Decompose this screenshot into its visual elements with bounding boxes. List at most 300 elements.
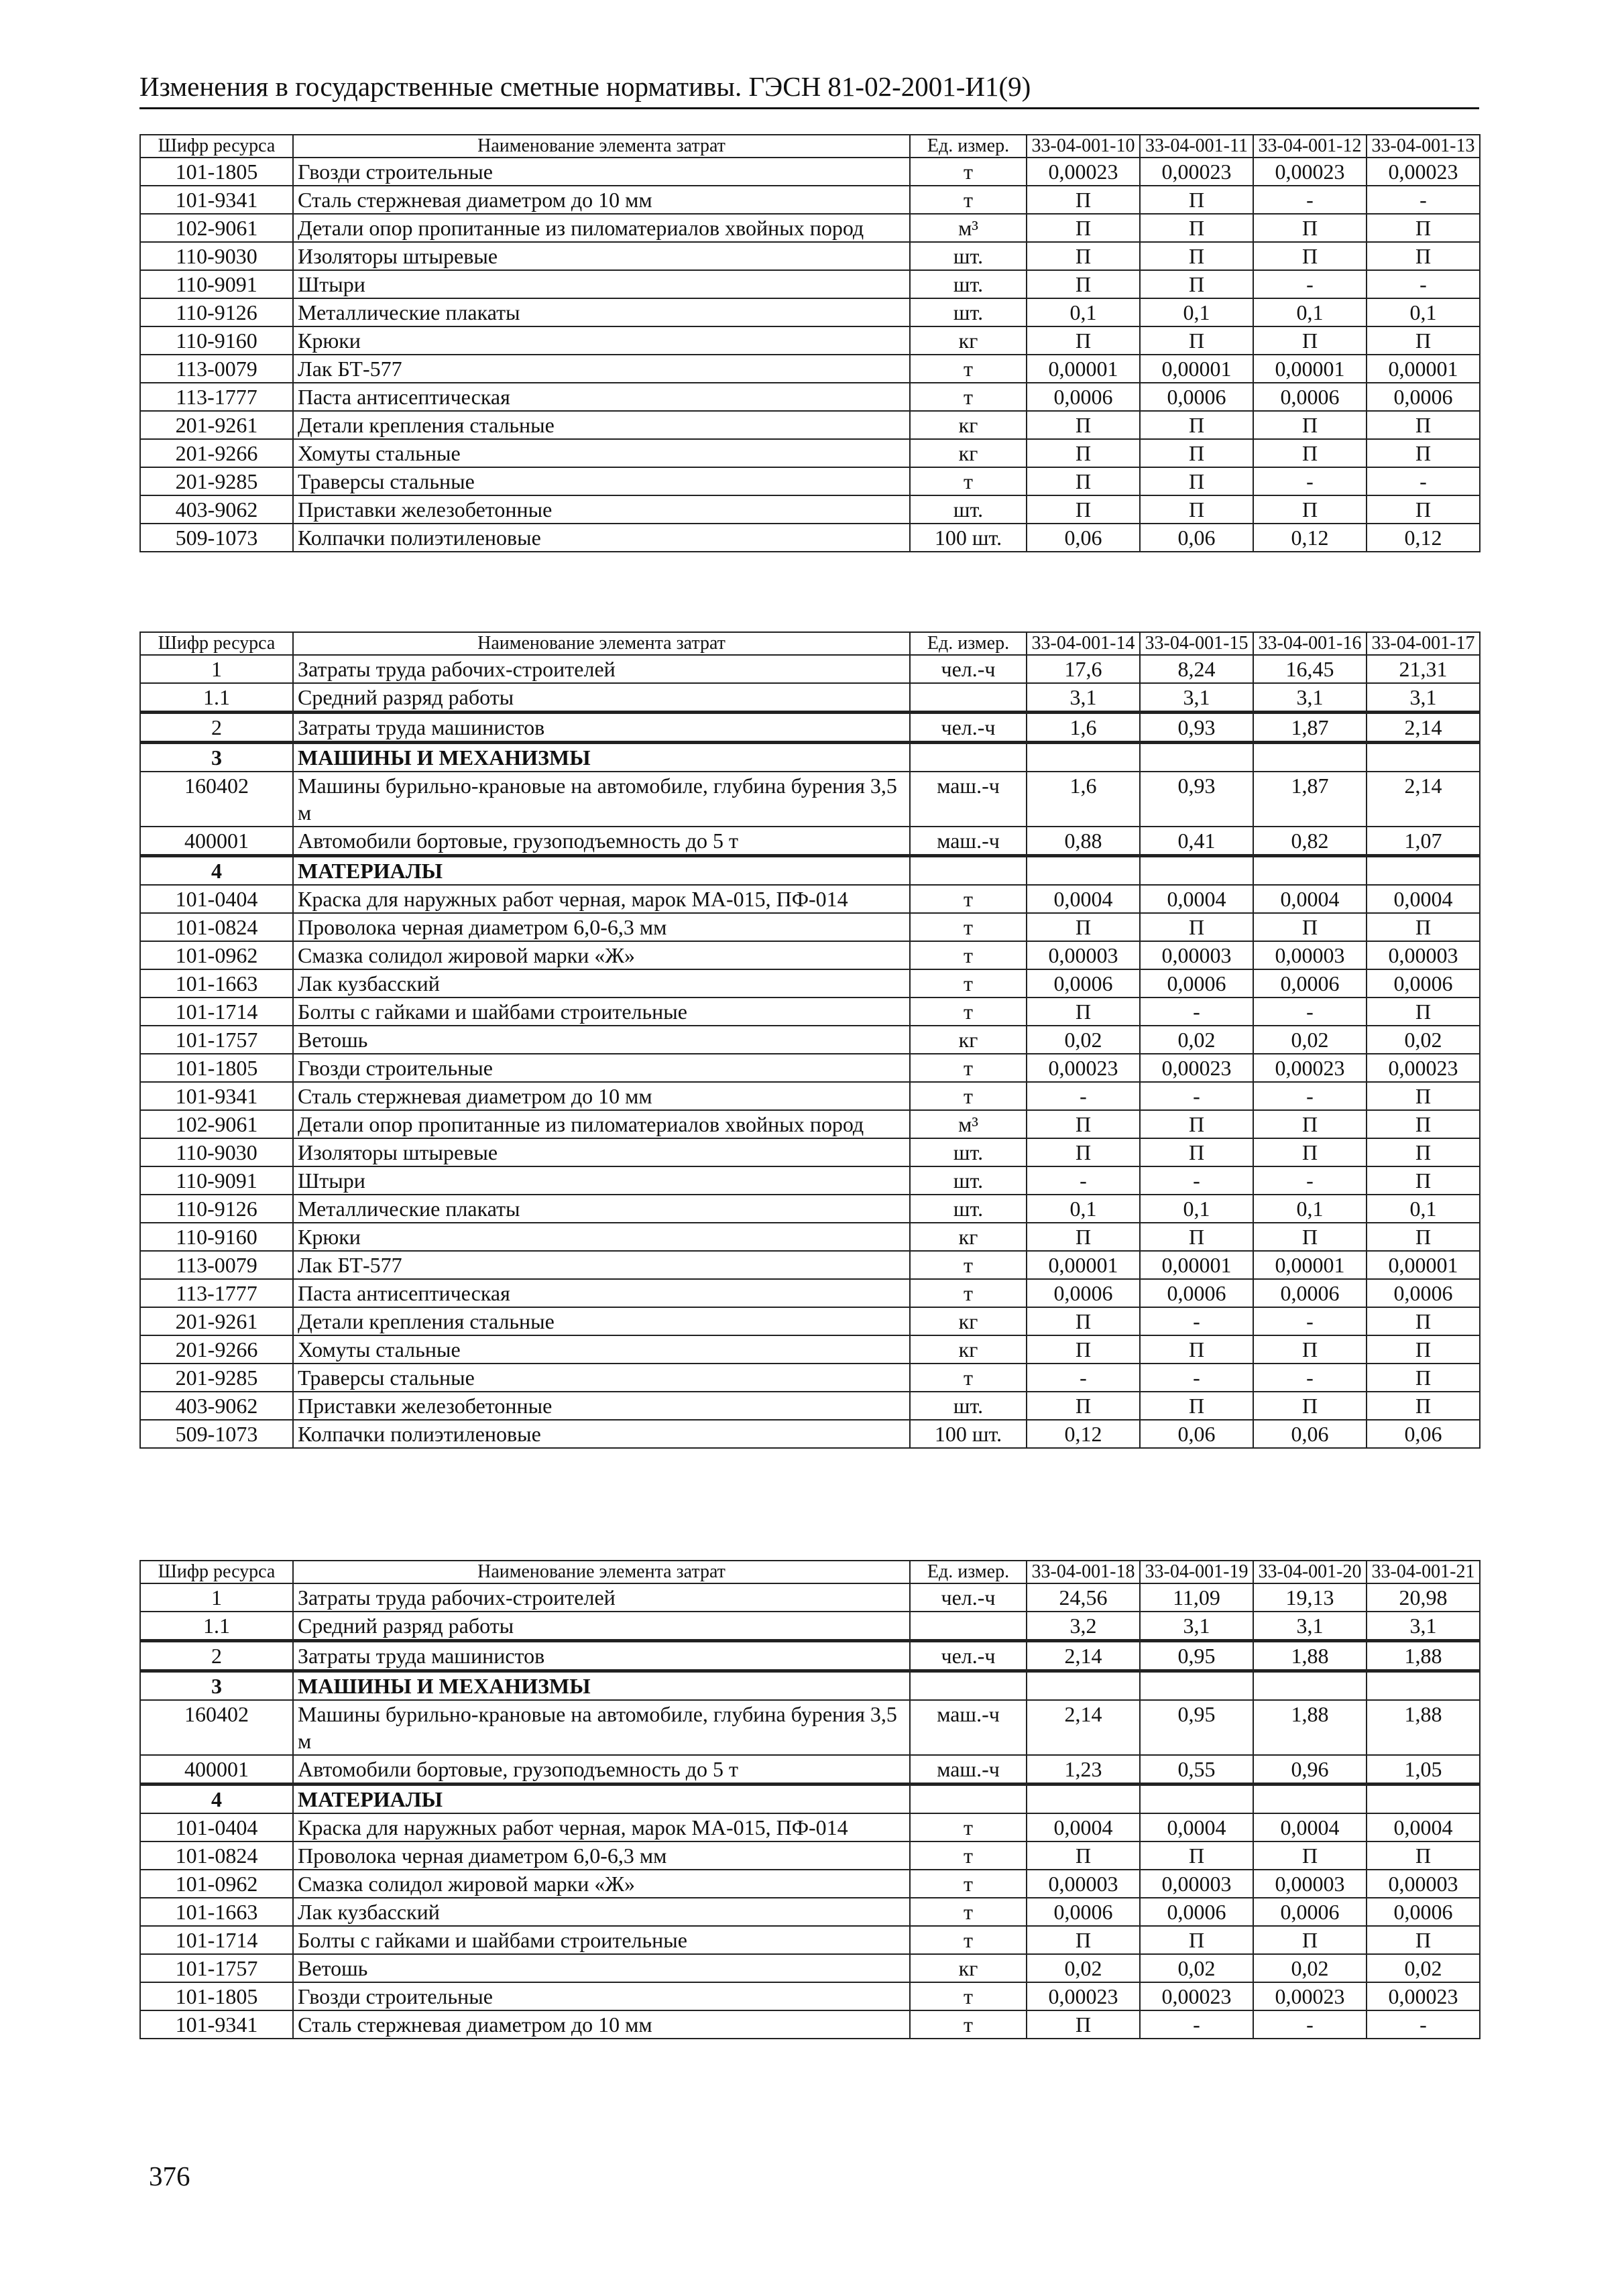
resource-name: Лак БТ-577 [293,355,910,383]
norm-value: 0,00003 [1367,941,1480,969]
resource-code: 110-9126 [140,298,293,326]
table-row [140,1392,1480,1420]
norm-value: - [1140,1364,1253,1392]
norm-value: 0,02 [1140,1026,1253,1054]
table-row [140,1612,1480,1641]
norm-value: - [1253,270,1367,298]
norm-value: П [1253,913,1367,941]
table-row [140,298,1480,326]
norm-value: П [1367,411,1480,439]
resource-name: МАТЕРИАЛЫ [293,856,910,886]
header-name: Наименование элемента затрат [293,1561,910,1583]
header-norm-code: 33-04-001-17 [1367,632,1480,655]
norm-value: П [1140,1223,1253,1251]
resource-name: Смазка солидол жировой марки «Ж» [293,1870,910,1898]
norm-value: 0,12 [1367,524,1480,552]
norm-value: П [1027,1138,1140,1166]
norm-value: - [1253,2010,1367,2039]
unit: маш.-ч [910,772,1027,827]
unit [910,743,1027,772]
unit [910,1671,1027,1701]
norm-value: 0,0006 [1253,383,1367,411]
norm-value: 0,00003 [1253,941,1367,969]
norm-value [1367,856,1480,886]
norm-value: 2,14 [1027,1700,1140,1755]
resource-code: 403-9062 [140,495,293,524]
unit: маш.-ч [910,1755,1027,1785]
unit: т [910,913,1027,941]
resource-code: 2 [140,1641,293,1671]
norm-value: 0,12 [1253,524,1367,552]
resource-name: Сталь стержневая диаметром до 10 мм [293,1082,910,1110]
norm-value: 0,0006 [1027,1279,1140,1307]
norm-value: 2,14 [1367,772,1480,827]
resource-name: Детали опор пропитанные из пиломатериалов хвойных пород [293,214,910,242]
resource-name: Болты с гайками и шайбами строительные [293,1926,910,1954]
norm-value: П [1367,326,1480,355]
norm-value: 0,00023 [1253,158,1367,186]
resource-code: 110-9030 [140,1138,293,1166]
norm-value: П [1253,1926,1367,1954]
table-row [140,1026,1480,1054]
norm-value: П [1253,439,1367,467]
norm-value: - [1367,467,1480,495]
page-number: 376 [149,2161,190,2191]
norm-value: 8,24 [1140,655,1253,683]
norm-table-3 [139,1560,1481,2039]
unit: кг [910,1954,1027,1982]
resource-code: 113-1777 [140,1279,293,1307]
norm-value: 0,00023 [1253,1054,1367,1082]
norm-value: - [1253,467,1367,495]
resource-code: 201-9266 [140,1335,293,1364]
norm-value: 0,00003 [1140,1870,1253,1898]
resource-name: Траверсы стальные [293,1364,910,1392]
norm-value: П [1253,1138,1367,1166]
header-norm-code: 33-04-001-11 [1140,135,1253,158]
norm-value: 19,13 [1253,1583,1367,1612]
header-name: Наименование элемента затрат [293,135,910,158]
unit: шт. [910,298,1027,326]
norm-value: П [1027,1335,1140,1364]
unit: кг [910,326,1027,355]
table-row [140,1926,1480,1954]
norm-value: П [1253,1841,1367,1870]
norm-value: 0,93 [1140,772,1253,827]
resource-code: 101-1757 [140,1026,293,1054]
norm-value: 0,00001 [1027,355,1140,383]
resource-name: Лак БТ-577 [293,1251,910,1279]
norm-value: П [1253,326,1367,355]
norm-value: 0,0006 [1253,1279,1367,1307]
resource-name: Смазка солидол жировой марки «Ж» [293,941,910,969]
norm-value: П [1253,242,1367,270]
norm-value: 3,1 [1140,683,1253,713]
table-row [140,1110,1480,1138]
unit [910,856,1027,886]
norm-value: 0,1 [1140,1195,1253,1223]
norm-value: 0,02 [1367,1954,1480,1982]
norm-value: 0,00023 [1027,1054,1140,1082]
unit: шт. [910,1392,1027,1420]
norm-value: П [1367,1110,1480,1138]
resource-name: Машины бурильно-крановые на автомобиле, глубина бурения 3,5 м [293,1700,910,1755]
norm-table-2 [139,631,1481,1449]
resource-code: 509-1073 [140,1420,293,1448]
unit: т [910,355,1027,383]
norm-value: 0,02 [1027,1026,1140,1054]
table-row [140,913,1480,941]
unit: кг [910,439,1027,467]
resource-name: Средний разряд работы [293,1612,910,1641]
header-unit: Ед. измер. [910,632,1027,655]
resource-name: Детали крепления стальные [293,411,910,439]
norm-value: П [1367,1082,1480,1110]
resource-code: 1 [140,1583,293,1612]
norm-value: П [1253,214,1367,242]
resource-name: Крюки [293,326,910,355]
resource-name: Лак кузбасский [293,1898,910,1926]
resource-code: 101-1805 [140,158,293,186]
unit: т [910,2010,1027,2039]
norm-value: - [1140,1082,1253,1110]
resource-name: Штыри [293,1166,910,1195]
norm-value: - [1253,1307,1367,1335]
header-code: Шифр ресурса [140,135,293,158]
table-row [140,1251,1480,1279]
norm-value: 0,02 [1140,1954,1253,1982]
table-row [140,439,1480,467]
resource-name: Сталь стержневая диаметром до 10 мм [293,186,910,214]
norm-value: 0,55 [1140,1755,1253,1785]
unit: т [910,885,1027,913]
table-row [140,1898,1480,1926]
norm-value: - [1140,2010,1253,2039]
norm-value: 3,1 [1027,683,1140,713]
resource-name: Колпачки полиэтиленовые [293,1420,910,1448]
norm-value: П [1140,1841,1253,1870]
norm-value: 0,0006 [1253,1898,1367,1926]
unit: чел.-ч [910,713,1027,743]
table-header-row [140,1561,1480,1583]
resource-code: 101-1757 [140,1954,293,1982]
norm-table-1 [139,134,1481,552]
resource-code: 101-9341 [140,2010,293,2039]
norm-value: П [1027,439,1140,467]
unit: т [910,941,1027,969]
resource-name: Проволока черная диаметром 6,0-6,3 мм [293,1841,910,1870]
norm-value: П [1140,1110,1253,1138]
resource-code: 101-0824 [140,913,293,941]
norm-value: - [1367,186,1480,214]
resource-name: Хомуты стальные [293,1335,910,1364]
table-row [140,969,1480,998]
resource-code: 4 [140,1785,293,1814]
unit: т [910,1251,1027,1279]
unit: т [910,1082,1027,1110]
norm-value: 0,00023 [1367,158,1480,186]
resource-code: 201-9285 [140,1364,293,1392]
norm-value: 0,95 [1140,1641,1253,1671]
norm-value [1367,1671,1480,1701]
norm-value: 0,0004 [1367,1813,1480,1841]
norm-value: 0,0004 [1140,885,1253,913]
resource-code: 101-0962 [140,1870,293,1898]
norm-value: П [1367,1166,1480,1195]
norm-value: - [1253,1166,1367,1195]
norm-value: 0,1 [1253,298,1367,326]
norm-value: 0,00023 [1367,1982,1480,2010]
norm-value: 0,95 [1140,1700,1253,1755]
resource-name: Хомуты стальные [293,439,910,467]
resource-name: Краска для наружных работ черная, марок МА-015, ПФ-014 [293,1813,910,1841]
header-unit: Ед. измер. [910,135,1027,158]
unit: т [910,1870,1027,1898]
norm-value: П [1027,495,1140,524]
norm-value: П [1367,1841,1480,1870]
header-norm-code: 33-04-001-18 [1027,1561,1140,1583]
norm-value: П [1140,495,1253,524]
resource-name: Детали крепления стальные [293,1307,910,1335]
resource-code: 3 [140,743,293,772]
norm-value: П [1253,1223,1367,1251]
norm-value [1140,743,1253,772]
norm-value: 20,98 [1367,1583,1480,1612]
norm-value: П [1253,411,1367,439]
norm-value: 0,00001 [1367,1251,1480,1279]
resource-code: 4 [140,856,293,886]
table-row [140,1700,1480,1755]
norm-value: П [1367,439,1480,467]
norm-value [1140,856,1253,886]
norm-value: 0,0006 [1140,1898,1253,1926]
table-row [140,383,1480,411]
resource-name: Ветошь [293,1026,910,1054]
table-row [140,186,1480,214]
norm-value: П [1027,1926,1140,1954]
norm-value: 1,05 [1367,1755,1480,1785]
table-row [140,1671,1480,1701]
norm-value: 2,14 [1367,713,1480,743]
norm-value: 16,45 [1253,655,1367,683]
norm-value: 0,06 [1253,1420,1367,1448]
norm-value: П [1140,913,1253,941]
norm-value: П [1027,998,1140,1026]
norm-value: 1,88 [1253,1641,1367,1671]
resource-code: 101-9341 [140,1082,293,1110]
norm-value: 17,6 [1027,655,1140,683]
resource-code: 101-0404 [140,1813,293,1841]
norm-value: 1,88 [1367,1641,1480,1671]
norm-value: 0,0004 [1367,885,1480,913]
resource-name: Изоляторы штыревые [293,1138,910,1166]
norm-value: П [1027,270,1140,298]
table-row [140,941,1480,969]
norm-value: - [1253,1082,1367,1110]
unit: м³ [910,214,1027,242]
unit: кг [910,1223,1027,1251]
norm-value: - [1367,270,1480,298]
table-row [140,1223,1480,1251]
unit: шт. [910,1166,1027,1195]
resource-code: 201-9266 [140,439,293,467]
table-row [140,1755,1480,1785]
table-header-row [140,632,1480,655]
resource-name: Крюки [293,1223,910,1251]
norm-value: 21,31 [1367,655,1480,683]
resource-code: 101-1805 [140,1982,293,2010]
unit: 100 шт. [910,524,1027,552]
resource-name: Гвозди строительные [293,158,910,186]
norm-value: П [1027,242,1140,270]
norm-value: 1,88 [1367,1700,1480,1755]
unit: т [910,383,1027,411]
table-row [140,1870,1480,1898]
resource-name: Ветошь [293,1954,910,1982]
resource-name: Краска для наружных работ черная, марок МА-015, ПФ-014 [293,885,910,913]
header-norm-code: 33-04-001-13 [1367,135,1480,158]
resource-name: Затраты труда рабочих-строителей [293,1583,910,1612]
norm-value: 24,56 [1027,1583,1140,1612]
norm-value: - [1027,1166,1140,1195]
norm-value: 0,0006 [1027,969,1140,998]
norm-value: 0,0006 [1140,969,1253,998]
norm-value [1253,1785,1367,1814]
unit [910,1785,1027,1814]
resource-code: 1.1 [140,1612,293,1641]
norm-value: 0,00003 [1367,1870,1480,1898]
norm-value [1027,856,1140,886]
norm-value: П [1367,242,1480,270]
norm-value: 0,0006 [1253,969,1367,998]
resource-code: 3 [140,1671,293,1701]
table-row [140,326,1480,355]
unit: т [910,1841,1027,1870]
norm-value: 0,00023 [1027,158,1140,186]
norm-value: П [1367,1223,1480,1251]
resource-name: Паста антисептическая [293,383,910,411]
resource-code: 400001 [140,827,293,856]
norm-value: 11,09 [1140,1583,1253,1612]
table-row [140,467,1480,495]
resource-code: 101-1714 [140,998,293,1026]
resource-code: 110-9126 [140,1195,293,1223]
resource-code: 113-1777 [140,383,293,411]
norm-value: - [1253,186,1367,214]
norm-value: 3,1 [1367,683,1480,713]
resource-code: 101-1805 [140,1054,293,1082]
resource-name: Машины бурильно-крановые на автомобиле, глубина бурения 3,5 м [293,772,910,827]
table-row [140,1813,1480,1841]
resource-code: 400001 [140,1755,293,1785]
norm-value: П [1027,1392,1140,1420]
table-row [140,1420,1480,1448]
norm-value: П [1253,1335,1367,1364]
resource-name: Затраты труда машинистов [293,713,910,743]
table-row [140,772,1480,827]
norm-value: П [1027,2010,1140,2039]
norm-value: - [1140,1307,1253,1335]
norm-value: П [1253,1110,1367,1138]
header-norm-code: 33-04-001-14 [1027,632,1140,655]
norm-value: 0,1 [1140,298,1253,326]
unit: т [910,158,1027,186]
resource-code: 2 [140,713,293,743]
resource-name: Приставки железобетонные [293,1392,910,1420]
unit: шт. [910,495,1027,524]
norm-value [1367,743,1480,772]
unit: чел.-ч [910,655,1027,683]
unit: т [910,1279,1027,1307]
resource-name: Проволока черная диаметром 6,0-6,3 мм [293,913,910,941]
norm-value: 0,06 [1027,524,1140,552]
table-row [140,998,1480,1026]
norm-value [1253,856,1367,886]
norm-value [1140,1785,1253,1814]
table-row [140,270,1480,298]
header-norm-code: 33-04-001-19 [1140,1561,1253,1583]
header-norm-code: 33-04-001-10 [1027,135,1140,158]
resource-code: 101-1663 [140,1898,293,1926]
table-row [140,885,1480,913]
norm-value [1027,743,1140,772]
resource-code: 201-9261 [140,1307,293,1335]
resource-code: 160402 [140,772,293,827]
table-row [140,1335,1480,1364]
norm-value: П [1367,214,1480,242]
resource-name: Средний разряд работы [293,683,910,713]
table-row [140,827,1480,856]
table-row [140,411,1480,439]
norm-value: П [1027,411,1140,439]
table-row [140,1364,1480,1392]
resource-name: Колпачки полиэтиленовые [293,524,910,552]
resource-code: 201-9261 [140,411,293,439]
table-row [140,355,1480,383]
norm-value: 0,06 [1140,524,1253,552]
norm-value: 0,0006 [1140,1279,1253,1307]
resource-name: Автомобили бортовые, грузоподъемность до 5 т [293,827,910,856]
header-unit: Ед. измер. [910,1561,1027,1583]
norm-value: П [1140,411,1253,439]
resource-name: Гвозди строительные [293,1054,910,1082]
resource-name: Приставки железобетонные [293,495,910,524]
norm-value: П [1367,913,1480,941]
norm-value [1027,1671,1140,1701]
resource-name: МАТЕРИАЛЫ [293,1785,910,1814]
resource-name: Паста антисептическая [293,1279,910,1307]
resource-name: Детали опор пропитанные из пиломатериалов хвойных пород [293,1110,910,1138]
resource-code: 201-9285 [140,467,293,495]
norm-value: 3,1 [1140,1612,1253,1641]
resource-code: 403-9062 [140,1392,293,1420]
norm-value: 1,87 [1253,713,1367,743]
norm-value: П [1140,270,1253,298]
resource-code: 110-9160 [140,326,293,355]
unit: кг [910,1026,1027,1054]
norm-value: П [1027,1223,1140,1251]
norm-value: 0,00003 [1253,1870,1367,1898]
table-row [140,242,1480,270]
norm-value: 1,6 [1027,713,1140,743]
resource-code: 110-9030 [140,242,293,270]
resource-name: Лак кузбасский [293,969,910,998]
norm-value: 1,23 [1027,1755,1140,1785]
norm-value: 0,0004 [1253,1813,1367,1841]
resource-name: Затраты труда машинистов [293,1641,910,1671]
unit: т [910,1813,1027,1841]
table-row [140,683,1480,713]
